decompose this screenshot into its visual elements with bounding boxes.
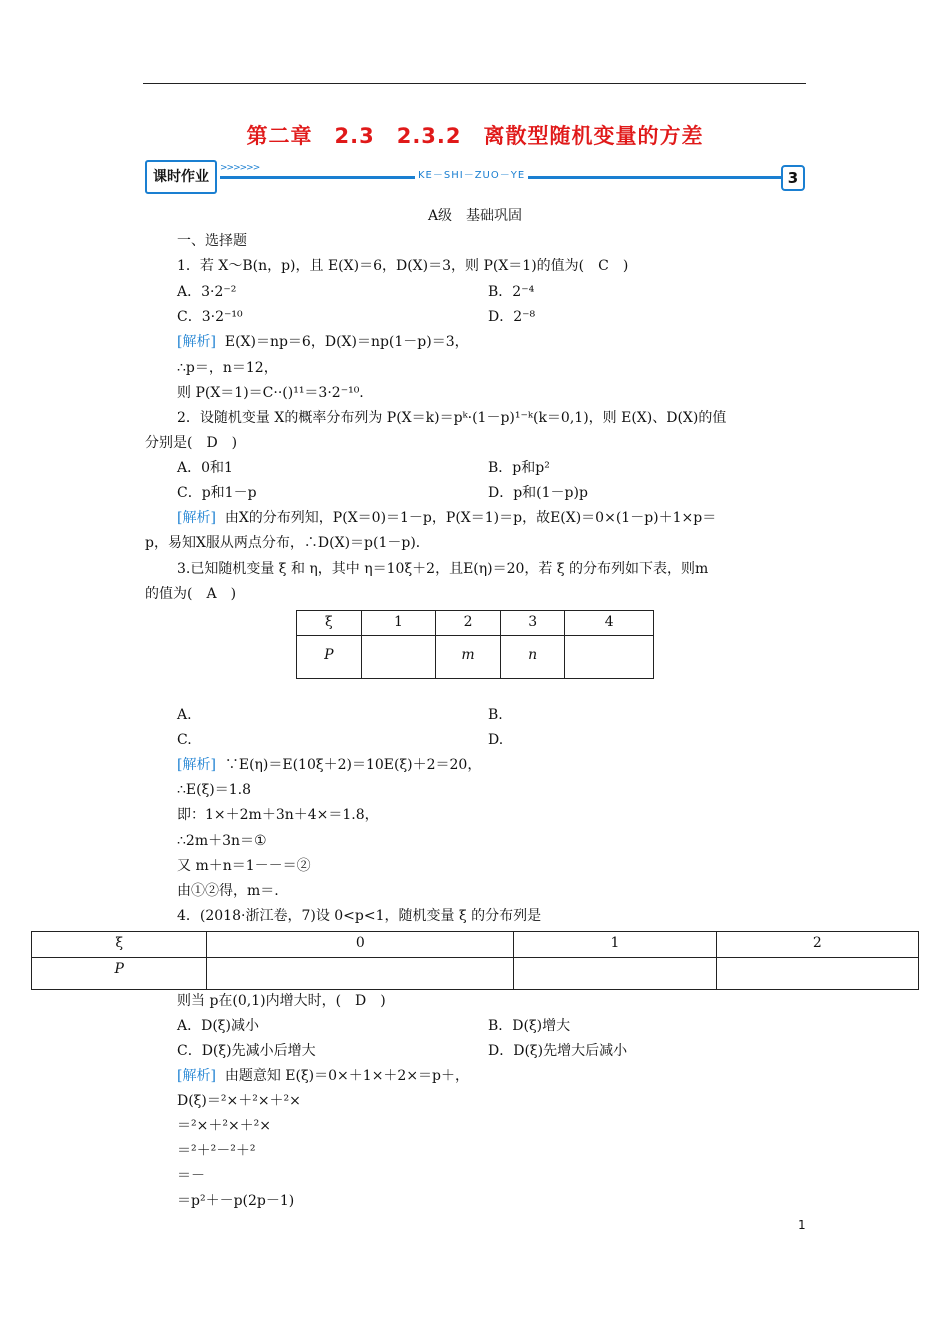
q4-stem: 4．(2018·浙江卷，7)设 0<p<1，随机变量 ξ 的分布列是 [177,908,542,924]
table-cell: P [32,958,207,990]
q2-stem-line-2: 分别是( D ) [145,435,238,451]
solution-tag: [解析] [177,510,216,526]
q4-solution-line-3: ＝²×＋²×＋²× [177,1118,272,1134]
table-cell [361,636,436,679]
q1-solution-line-2: ∴p＝，n＝12， [177,360,278,376]
section-level: A级 基础巩固 [427,208,523,224]
table-cell: n [500,636,565,679]
q4-solution-text-1: 由题意知 E(ξ)＝0×＋1×＋2×＝p＋， [224,1068,470,1084]
solution-tag: [解析] [177,757,216,773]
q3-distribution-table [296,610,654,679]
q3-stem-line-1: 3.已知随机变量 ξ 和 η，其中 η＝10ξ＋2，且E(η)＝20，若 ξ 的分布列如下表，则m [177,561,709,577]
table-cell: 3 [500,611,565,636]
q4-distribution-table [31,931,919,990]
q4-solution-line-1 [177,1066,469,1086]
q4-question: 则当 p在(0,1)内增大时，( D ) [177,993,386,1009]
table-cell: ξ [297,611,362,636]
table-cell [565,636,654,679]
q1-stem: 1．若 X～B(n，p)，且 E(X)＝6，D(X)＝3，则 P(X＝1)的值为( C ) [177,258,629,274]
q3-solution-line-2: ∴E(ξ)＝1.8 [177,782,252,798]
q2-option-b: B．p和p² [488,460,550,476]
q1-solution-line-3: 则 P(X＝1)＝C··()¹¹＝3·2⁻¹⁰. [177,385,364,401]
table-cell: 2 [436,611,501,636]
q3-option-c: C. [177,732,192,748]
table-cell: 0 [207,932,514,958]
q2-solution-line-1 [177,508,716,528]
table-cell: 1 [361,611,436,636]
q3-solution-text-1: ∵E(η)＝E(10ξ＋2)＝10E(ξ)＋2＝20， [224,757,482,773]
q2-solution-line-2: p，易知X服从两点分布，∴D(X)＝p(1－p)． [145,535,430,551]
banner-pinyin: KE－SHI－ZUO－YE [415,169,528,183]
q3-solution-line-4: ∴2m＋3n＝① [177,833,267,849]
table-cell [514,958,716,990]
section-choice: 一、选择题 [177,233,247,249]
q1-option-b: B．2⁻⁴ [488,284,535,300]
solution-tag: [解析] [177,334,216,350]
q4-solution-line-4: ＝²＋²－²＋² [177,1143,256,1159]
page-title: 第二章 2.3 2.3.2 离散型随机变量的方差 [246,124,704,148]
q2-option-c: C．p和1－p [177,485,257,501]
q1-solution-text-1: E(X)＝np＝6，D(X)＝np(1－p)＝3， [224,334,469,350]
table-row [297,636,654,679]
table-header-row [297,611,654,636]
q2-solution-text-1: 由X的分布列知，P(X＝0)＝1－p，P(X＝1)＝p，故E(X)＝0×(1－p)＋1×p＝ [224,510,717,526]
table-header-row [32,932,919,958]
table-cell: 2 [716,932,918,958]
q2-stem-line-1: 2．设随机变量 X的概率分布列为 P(X＝k)＝pᵏ·(1－p)¹⁻ᵏ(k＝0,1)，则 E(X)、D(X)的值 [177,410,727,426]
q3-solution-line-3: 即：1×＋2m＋3n＋4×＝1.8， [177,807,379,823]
q4-option-a: A．D(ξ)减小 [177,1018,259,1034]
banner-label: 课时作业 [145,160,217,194]
q3-option-a: A. [177,707,192,723]
banner-number: 3 [781,165,805,191]
table-cell [716,958,918,990]
table-cell: 1 [514,932,716,958]
q3-stem-line-2: 的值为( A ) [145,586,237,602]
q3-solution-line-1 [177,755,481,775]
table-cell: ξ [32,932,207,958]
q4-option-b: B．D(ξ)增大 [488,1018,571,1034]
table-row [32,958,919,990]
table-cell: m [436,636,501,679]
q4-solution-line-6: ＝p²＋－p(2p－1) [177,1193,295,1209]
header-rule [143,83,806,84]
banner-arrows: >>>>>> [220,163,260,173]
q1-option-d: D．2⁻⁸ [488,309,536,325]
page-number: 1 [798,1218,806,1232]
table-cell: 4 [565,611,654,636]
q3-solution-line-6: 由①②得，m＝. [177,883,279,899]
q4-solution-line-5: ＝－ [177,1168,205,1184]
table-cell: P [297,636,362,679]
q1-option-a: A．3·2⁻² [177,284,237,300]
q3-option-b: B. [488,707,503,723]
q1-option-c: C．3·2⁻¹⁰ [177,309,243,325]
q4-option-c: C．D(ξ)先减小后增大 [177,1043,316,1059]
q4-solution-line-2: D(ξ)＝²×＋²×＋²× [177,1093,301,1109]
q2-option-a: A．0和1 [177,460,233,476]
table-cell [207,958,514,990]
q4-option-d: D．D(ξ)先增大后减小 [488,1043,628,1059]
q2-option-d: D．p和(1－p)p [488,485,588,501]
homework-banner [145,160,807,194]
solution-tag: [解析] [177,1068,216,1084]
q3-solution-line-5: 又 m＋n＝1－－＝② [177,858,311,874]
q1-solution-line-1 [177,332,469,352]
q3-option-d: D. [488,732,504,748]
